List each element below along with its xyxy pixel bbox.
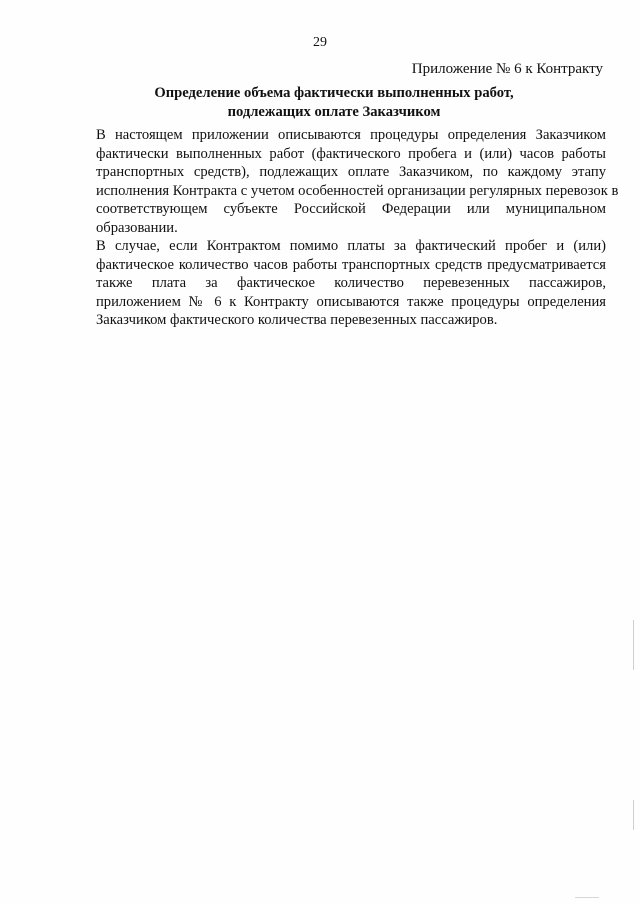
paragraph-1	[60, 126, 619, 237]
paragraph-line: транспортных средств), подлежащих оплате Заказчиком, по каждому этапу	[96, 164, 606, 180]
scan-artifact-edge	[633, 800, 634, 830]
paragraph-line: образовании.	[96, 219, 178, 236]
paragraph-line: фактическое количество часов работы транспортных средств предусматривается	[96, 256, 606, 273]
paragraph-line: исполнения Контракта с учетом особенностей организации регулярных перевозок в	[96, 182, 619, 199]
paragraph-line: также плата за фактическое количество перевезенных пассажиров,	[96, 275, 606, 291]
heading-line-2: подлежащих оплате Заказчиком	[227, 103, 441, 120]
paragraph-line: фактически выполненных работ (фактического пробега и (или) часов работы	[96, 145, 606, 162]
scan-artifact-edge	[633, 620, 634, 670]
paragraph-2	[60, 237, 606, 330]
appendix-reference: Приложение № 6 к Контракту	[411, 61, 603, 77]
document-body	[60, 126, 619, 330]
paragraph-line: соответствующем субъекте Российской Федерации или муниципальном	[96, 201, 606, 217]
paragraph-line: приложением № 6 к Контракту описываются также процедуры определения	[96, 293, 606, 310]
paragraph-line: Заказчиком фактического количества перевезенных пассажиров.	[96, 312, 498, 328]
document-heading	[60, 84, 608, 121]
heading-line-1: Определение объема фактически выполненных работ,	[154, 85, 514, 101]
paragraph-line: В случае, если Контрактом помимо платы за фактический пробег и (или)	[96, 238, 606, 254]
scan-artifact-speck	[575, 897, 599, 898]
paragraph-line: В настоящем приложении описываются процедуры определения Заказчиком	[96, 127, 606, 143]
page-number: 29	[313, 35, 327, 50]
